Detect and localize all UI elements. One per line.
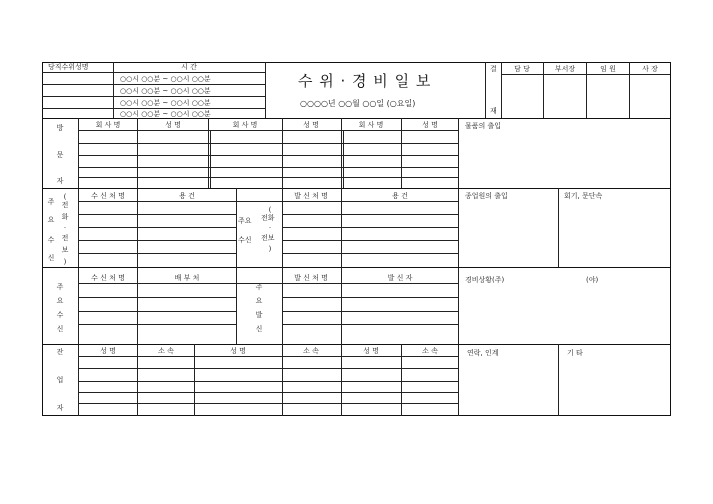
employee-label: 종업원의 출입 <box>465 192 508 200</box>
approval-header-1: 담 당 <box>514 65 530 73</box>
frame-right <box>670 62 671 416</box>
outgoing-header-1: 수 신 처 명 <box>91 274 125 282</box>
incoming-row-3 <box>78 240 236 241</box>
approval-header-4: 사 장 <box>642 65 658 73</box>
outgoing-side-mid-4: 신 <box>255 325 263 333</box>
date-line: ○○○○년 ○○월 ○○일 (○요일) <box>300 99 416 108</box>
incoming-right-split <box>558 188 559 267</box>
incoming-mid-sub-5: ) <box>268 245 272 253</box>
incoming-row-2b <box>282 227 458 228</box>
visitor-col-2b <box>210 130 211 188</box>
outgoing-col-3 <box>282 267 283 344</box>
incoming-header-3: 발 신 처 명 <box>294 192 328 200</box>
overtime-header-4: 소 속 <box>303 347 319 355</box>
time-label: 시 간 <box>181 63 197 71</box>
incoming-col-4 <box>341 188 342 267</box>
approval-side-top: 결 <box>490 65 497 73</box>
outgoing-row-2b <box>282 311 458 312</box>
incoming-header-2: 용 건 <box>179 192 195 200</box>
outgoing-header-4: 발 신 자 <box>387 274 413 282</box>
incoming-side-sub-4: · <box>63 224 67 232</box>
incoming-header-1: 수 신 처 명 <box>91 192 125 200</box>
overtime-header-3: 성 명 <box>230 347 246 355</box>
incoming-side-sub-5: 전 <box>61 234 69 242</box>
overtime-side-3: 자 <box>56 404 64 412</box>
header-divider-2 <box>265 62 266 118</box>
approval-col-line-3 <box>629 62 630 118</box>
incoming-side-sub-6: 보 <box>61 246 69 254</box>
outgoing-side-left-2: 요 <box>56 297 64 305</box>
overtime-header-1: 성 명 <box>100 347 116 355</box>
incoming-side-sub-1: ( <box>63 193 67 201</box>
incoming-row-3b <box>282 240 458 241</box>
security-label: 경비상황(주) <box>465 276 505 284</box>
visitor-col-4 <box>341 118 342 188</box>
incoming-row-4 <box>78 253 236 254</box>
overtime-header-5: 성 명 <box>363 347 379 355</box>
visitor-header-2: 성 명 <box>165 121 181 129</box>
incoming-mid-sub-4: 전보 <box>261 234 275 242</box>
incoming-side-3: 수 <box>47 236 55 244</box>
outgoing-row-1 <box>78 297 236 298</box>
overtime-side-1: 잔 <box>56 348 64 356</box>
duty-row-line-4 <box>42 108 265 109</box>
approval-header-2: 부서장 <box>554 65 576 73</box>
visitor-col-4b <box>343 130 344 188</box>
incoming-mid-main-2: 수신 <box>238 236 252 244</box>
incoming-side-sub-2: 전 <box>61 201 69 209</box>
approval-left-line <box>485 62 486 118</box>
overtime-header-6: 소 속 <box>422 347 438 355</box>
page-title: 수 위 · 경 비 일 보 <box>298 72 432 90</box>
outgoing-col-2 <box>236 267 237 344</box>
incoming-header-4: 용 건 <box>392 192 408 200</box>
goods-label: 물품의 출입 <box>465 122 502 130</box>
approval-col-line-2 <box>586 62 587 118</box>
outgoing-col-1 <box>137 267 138 344</box>
incoming-mid-main-1: 주요 <box>238 217 252 225</box>
incoming-mid-sub-2: 전화 <box>261 214 275 222</box>
approval-col-line-1 <box>543 62 544 118</box>
outgoing-header-line <box>78 283 458 284</box>
outgoing-header-2: 배 부 처 <box>174 274 200 282</box>
visitor-col-2 <box>208 118 209 188</box>
duty-guard-label: 당직수위성명 <box>48 63 89 71</box>
other-label: 기 타 <box>567 349 583 357</box>
overtime-right-split <box>558 344 559 416</box>
duty-row-line-1 <box>42 72 265 73</box>
frame-top <box>42 62 671 63</box>
outgoing-row-1b <box>282 297 458 298</box>
incoming-side-1: 주 <box>47 198 55 206</box>
visitor-col-1 <box>137 118 138 188</box>
night-label: (야) <box>586 276 599 284</box>
incoming-row-1 <box>78 214 236 215</box>
incoming-header-line <box>78 201 458 202</box>
outgoing-side-left-4: 신 <box>56 325 64 333</box>
overtime-header-2: 소 속 <box>158 347 174 355</box>
outgoing-side-mid-1: 주 <box>255 283 263 291</box>
visitor-header-4: 성 명 <box>303 121 319 129</box>
time-row-3: ○○시 ○○분 ~ ○○시 ○○분 <box>120 99 211 107</box>
outgoing-row-2 <box>78 311 236 312</box>
approval-side-bottom: 재 <box>490 107 497 115</box>
contact-label: 연락, 인계 <box>467 349 499 357</box>
visitor-side-3: 자 <box>56 177 64 185</box>
overtime-col-4 <box>341 344 342 416</box>
outgoing-side-mid-2: 요 <box>255 297 263 305</box>
approval-header-line <box>501 74 670 75</box>
outgoing-side-mid-3: 발 <box>255 311 263 319</box>
visitor-col-5 <box>401 118 402 188</box>
time-row-2: ○○시 ○○분 ~ ○○시 ○○분 <box>120 87 211 95</box>
duty-row-line-3 <box>42 96 265 97</box>
outgoing-col-4 <box>341 267 342 344</box>
visitor-side-1: 방 <box>56 124 64 132</box>
approval-side-line <box>501 62 502 118</box>
header-divider-1 <box>113 62 114 118</box>
incoming-mid-sub-1: ( <box>268 206 272 214</box>
duty-row-line-2 <box>42 84 265 85</box>
incoming-mid-sub-3: · <box>268 224 272 232</box>
overtime-col-1 <box>137 344 138 416</box>
visitor-col-3 <box>282 118 283 188</box>
visitor-header-3: 회 사 명 <box>232 121 258 129</box>
outgoing-header-3: 발 신 처 명 <box>294 274 328 282</box>
incoming-side-sub-3: 화 <box>61 213 69 221</box>
frame-left <box>42 62 43 416</box>
outgoing-row-3 <box>78 324 236 325</box>
outgoing-row-3b <box>282 324 458 325</box>
overtime-col-5 <box>401 344 402 416</box>
outgoing-side-left-1: 주 <box>56 283 64 291</box>
incoming-col-1 <box>137 188 138 267</box>
incoming-side-2: 요 <box>47 216 55 224</box>
time-row-4: ○○시 ○○분 ~ ○○시 ○○분 <box>120 110 211 118</box>
meeting-label: 회기, 문단속 <box>564 192 603 200</box>
incoming-row-1b <box>282 214 458 215</box>
overtime-col-3 <box>282 344 283 416</box>
incoming-side-4: 신 <box>47 254 55 262</box>
overtime-side-2: 업 <box>56 376 64 384</box>
visitor-side-2: 문 <box>56 151 64 159</box>
incoming-row-2 <box>78 227 236 228</box>
visitor-header-1: 회 사 명 <box>95 121 121 129</box>
approval-header-3: 임 원 <box>600 65 616 73</box>
time-row-1: ○○시 ○○분 ~ ○○시 ○○분 <box>120 75 211 83</box>
visitor-header-6: 성 명 <box>422 121 438 129</box>
incoming-row-4b <box>282 253 458 254</box>
incoming-col-3 <box>282 188 283 267</box>
outgoing-side-left-3: 수 <box>56 311 64 319</box>
incoming-col-2 <box>236 188 237 267</box>
overtime-col-2 <box>194 344 195 416</box>
visitor-header-5: 회 사 명 <box>358 121 384 129</box>
incoming-side-sub-7: ) <box>63 258 67 266</box>
